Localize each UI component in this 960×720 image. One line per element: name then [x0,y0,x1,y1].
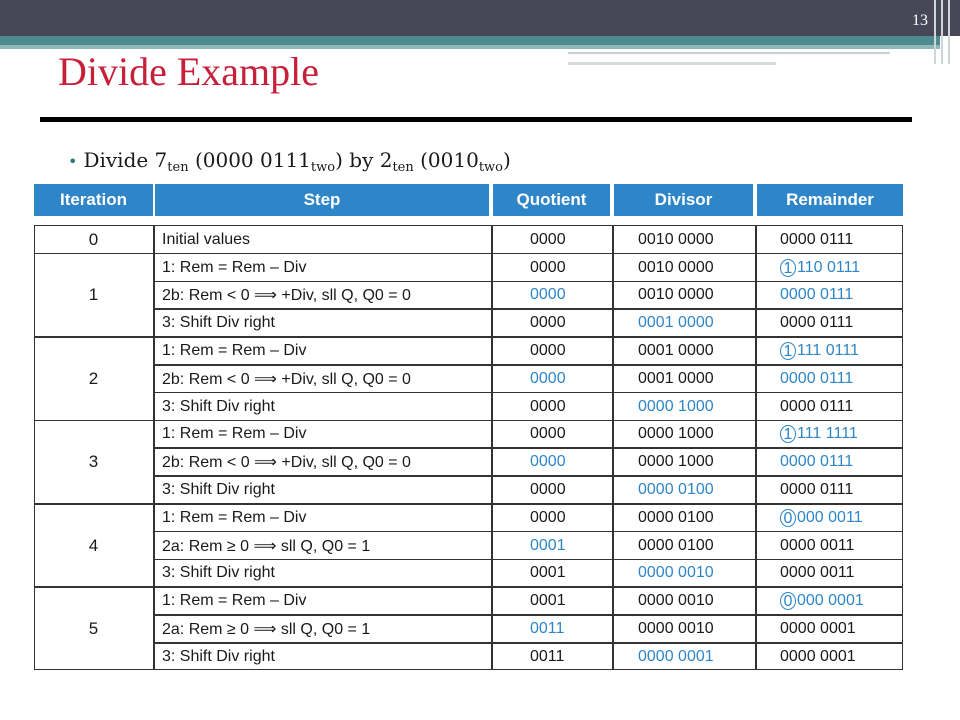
remainder-value: 0000 0111 [780,230,854,248]
bullet-part: ) [503,148,511,172]
circled-sign-bit: 0 [780,509,796,527]
header-quotient: Quotient [493,184,610,216]
remainder-cell [780,337,859,365]
divisor-cell: 0000 0100 [638,536,714,554]
divisor-cell: 0001 0000 [638,369,714,387]
remainder-value: 0000 0111 [780,397,854,415]
remainder-cell [780,615,856,643]
step-cell: 3: Shift Div right [162,647,275,665]
header-remainder: Remainder [757,184,903,216]
divisor-cell: 0010 0000 [638,258,714,276]
bullet-sub: two [310,160,336,175]
quotient-cell: 0011 [530,647,565,665]
quotient-cell: 0000 [530,481,566,499]
remainder-value: 111 1111 [797,425,858,443]
remainder-value: 000 0011 [797,508,863,526]
remainder-value: 0000 0001 [780,647,856,665]
bullet-part: Divide 7 [83,148,168,172]
quotient-cell: 0001 [530,564,566,582]
bullet-part: (0000 0111 [188,148,311,172]
step-cell: 3: Shift Div right [162,481,275,499]
remainder-value: 0000 0011 [780,536,855,554]
divisor-cell: 0001 0000 [638,342,714,360]
remainder-cell [780,448,853,476]
iteration-label: 1 [88,285,99,305]
step-cell: 3: Shift Div right [162,564,275,582]
divisor-cell: 0000 0001 [638,647,714,665]
remainder-cell [780,476,853,504]
step-cell: 2a: Rem ≥ 0 ⟹ sll Q, Q0 = 1 [162,621,371,639]
divisor-cell: 0000 0010 [638,564,714,582]
slide-title: Divide Example [58,49,320,94]
bullet-dot: • [68,152,78,171]
iteration-label: 4 [88,535,99,555]
remainder-value: 000 0001 [797,592,864,610]
iteration-label: 3 [88,452,99,472]
iteration-label: 0 [88,229,99,249]
divisor-cell: 0000 1000 [638,425,714,443]
circled-sign-bit: 1 [780,342,796,360]
page-number: 13 [912,12,928,29]
remainder-cell [780,560,854,588]
header-step: Step [155,184,489,216]
step-cell: 2b: Rem < 0 ⟹ +Div, sll Q, Q0 = 0 [162,287,411,305]
remainder-value: 0000 0001 [780,620,856,638]
step-cell: 1: Rem = Rem – Div [162,592,307,610]
quotient-cell: 0000 [530,258,566,276]
quotient-cell: 0000 [530,508,566,526]
quotient-cell: 0000 [530,230,566,248]
bullet-sub: ten [167,160,189,175]
remainder-cell [780,587,864,615]
remainder-value: 0000 0111 [780,481,854,499]
remainder-cell [780,282,853,310]
quotient-cell: 0000 [530,453,566,471]
remainder-cell [780,226,853,254]
step-cell: 1: Rem = Rem – Div [162,508,307,526]
divisor-cell: 0000 0010 [638,592,714,610]
remainder-value: 0000 0111 [780,453,854,471]
remainder-cell [780,504,863,532]
quotient-cell: 0000 [530,369,566,387]
remainder-value: 0000 0111 [780,369,854,387]
step-cell: 3: Shift Div right [162,314,275,332]
divisor-cell: 0000 1000 [638,453,714,471]
quotient-cell: 0000 [530,397,566,415]
remainder-value: 0000 0011 [780,564,855,582]
bullet-sub: ten [392,160,414,175]
bullet-sub: two [478,160,503,175]
divisor-cell: 0000 0010 [638,620,714,638]
quotient-cell: 0011 [530,620,565,638]
step-cell: 2b: Rem < 0 ⟹ +Div, sll Q, Q0 = 0 [162,454,411,472]
step-cell: 2b: Rem < 0 ⟹ +Div, sll Q, Q0 = 0 [162,370,411,388]
divisor-cell: 0000 1000 [638,397,714,415]
quotient-cell: 0000 [530,342,566,360]
step-cell: 1: Rem = Rem – Div [162,258,307,276]
iteration-label: 2 [88,368,99,388]
remainder-cell [780,365,853,393]
bullet-part: ) by 2 [335,148,393,172]
quotient-cell: 0000 [530,286,566,304]
remainder-cell [780,309,853,337]
header-iteration: Iteration [34,184,153,216]
step-cell: 1: Rem = Rem – Div [162,425,307,443]
circled-sign-bit: 0 [780,592,796,610]
step-cell: 1: Rem = Rem – Div [162,342,307,360]
remainder-cell [780,393,853,421]
divisor-cell: 0001 0000 [638,314,714,332]
divisor-cell: 0000 0100 [638,481,714,499]
divisor-cell: 0010 0000 [638,286,714,304]
quotient-cell: 0000 [530,314,566,332]
step-cell: Initial values [162,230,251,248]
remainder-value: 111 0111 [797,342,859,360]
step-cell: 2a: Rem ≥ 0 ⟹ sll Q, Q0 = 1 [162,537,371,555]
remainder-cell [780,421,858,449]
remainder-value: 110 0111 [797,258,861,276]
remainder-cell [780,643,856,671]
remainder-cell [780,532,854,560]
quotient-cell: 0001 [530,536,566,554]
step-cell: 3: Shift Div right [162,397,275,415]
circled-sign-bit: 1 [780,425,796,443]
quotient-cell: 0000 [530,425,566,443]
remainder-value: 0000 0111 [780,286,854,304]
bullet-part: (0010 [413,148,479,172]
remainder-value: 0000 0111 [780,314,854,332]
header-divisor: Divisor [614,184,753,216]
iteration-label: 5 [88,619,99,639]
quotient-cell: 0001 [530,592,566,610]
remainder-cell [780,254,860,282]
divisor-cell: 0010 0000 [638,230,714,248]
divisor-cell: 0000 0100 [638,508,714,526]
circled-sign-bit: 1 [780,259,796,277]
